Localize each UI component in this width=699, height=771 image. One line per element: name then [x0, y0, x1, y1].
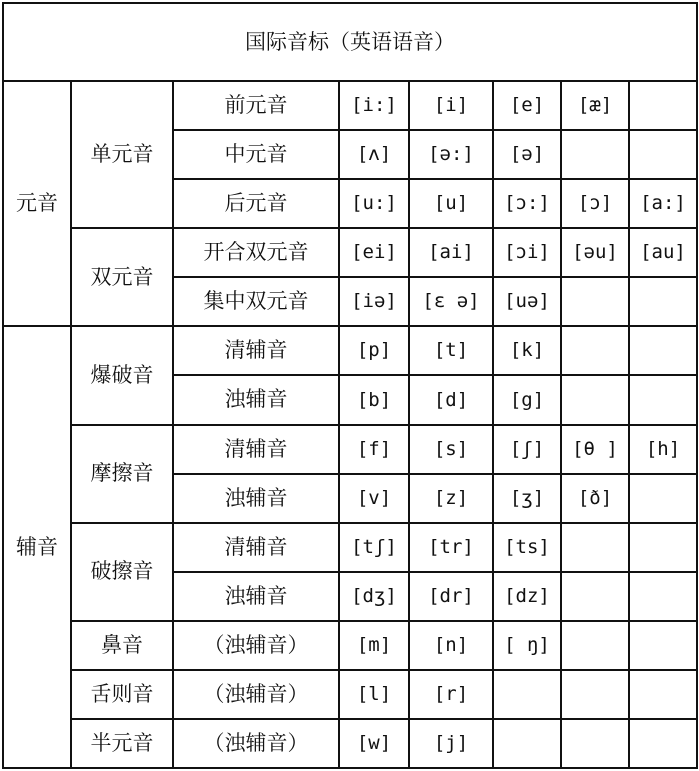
row-label: 清辅音: [173, 425, 339, 474]
group-nasals: 鼻音: [71, 621, 173, 670]
group-monophthongs: 单元音: [71, 81, 173, 228]
ipa-symbol: [s]: [409, 425, 493, 474]
ipa-symbol: [a:]: [629, 179, 697, 228]
ipa-symbol: [493, 670, 561, 719]
ipa-symbol: [493, 719, 561, 768]
ipa-symbol: [629, 474, 697, 523]
ipa-symbol: [t]: [409, 326, 493, 375]
row-label: 浊辅音: [173, 474, 339, 523]
ipa-symbol: [ɔ:]: [493, 179, 561, 228]
ipa-symbol: [561, 375, 629, 424]
row-label: 后元音: [173, 179, 339, 228]
ipa-symbol: [n]: [409, 621, 493, 670]
table-row: [3, 670, 697, 719]
table-row: [3, 719, 697, 768]
ipa-symbol: [ɔi]: [493, 228, 561, 277]
ipa-symbol: [e]: [493, 81, 561, 130]
ipa-symbol: [dr]: [409, 572, 493, 621]
ipa-symbol: [l]: [339, 670, 409, 719]
group-laterals: 舌则音: [71, 670, 173, 719]
ipa-symbol: [629, 130, 697, 179]
table-row: [3, 425, 697, 474]
table-row: [3, 621, 697, 670]
ipa-symbol: [ð]: [561, 474, 629, 523]
ipa-symbol: [561, 572, 629, 621]
ipa-symbol: [θ ]: [561, 425, 629, 474]
ipa-symbol: [j]: [409, 719, 493, 768]
ipa-symbol: [au]: [629, 228, 697, 277]
ipa-symbol: [tr]: [409, 523, 493, 572]
ipa-symbol: [629, 375, 697, 424]
ipa-symbol: [əu]: [561, 228, 629, 277]
ipa-symbol: [561, 326, 629, 375]
ipa-symbol: [p]: [339, 326, 409, 375]
group-plosives: 爆破音: [71, 326, 173, 424]
ipa-symbol: [w]: [339, 719, 409, 768]
row-label: 清辅音: [173, 326, 339, 375]
row-label: 中元音: [173, 130, 339, 179]
row-label: （浊辅音）: [173, 719, 339, 768]
table-row: [3, 523, 697, 572]
ipa-symbol: [561, 621, 629, 670]
ipa-symbol: [ə]: [493, 130, 561, 179]
group-diphthongs: 双元音: [71, 228, 173, 326]
ipa-symbol: [dz]: [493, 572, 561, 621]
ipa-symbol: [r]: [409, 670, 493, 719]
ipa-symbol: [dʒ]: [339, 572, 409, 621]
ipa-symbol: [ei]: [339, 228, 409, 277]
ipa-symbol: [u]: [409, 179, 493, 228]
ipa-symbol: [ʒ]: [493, 474, 561, 523]
row-label: 清辅音: [173, 523, 339, 572]
ipa-symbol: [f]: [339, 425, 409, 474]
ipa-symbol: [629, 621, 697, 670]
ipa-symbol: [z]: [409, 474, 493, 523]
row-label: 浊辅音: [173, 375, 339, 424]
ipa-symbol: [629, 277, 697, 326]
ipa-symbol: [629, 670, 697, 719]
row-label: （浊辅音）: [173, 670, 339, 719]
ipa-symbol: [ə:]: [409, 130, 493, 179]
ipa-symbol: [ts]: [493, 523, 561, 572]
row-label: 开合双元音: [173, 228, 339, 277]
row-label: 浊辅音: [173, 572, 339, 621]
ipa-symbol: [v]: [339, 474, 409, 523]
ipa-chart-table: [2, 2, 698, 769]
ipa-symbol: [h]: [629, 425, 697, 474]
ipa-symbol: [ʃ]: [493, 425, 561, 474]
ipa-symbol: [629, 572, 697, 621]
ipa-symbol: [g]: [493, 375, 561, 424]
ipa-symbol: [629, 523, 697, 572]
table-row: [3, 326, 697, 375]
group-affricates: 破擦音: [71, 523, 173, 621]
row-label: 前元音: [173, 81, 339, 130]
table-row: [3, 81, 697, 130]
ipa-symbol: [æ]: [561, 81, 629, 130]
ipa-symbol: [tʃ]: [339, 523, 409, 572]
ipa-symbol: [i]: [409, 81, 493, 130]
group-fricatives: 摩擦音: [71, 425, 173, 523]
ipa-symbol: [uə]: [493, 277, 561, 326]
ipa-symbol: [ ŋ]: [493, 621, 561, 670]
row-label: 集中双元音: [173, 277, 339, 326]
chart-title: 国际音标（英语语音）: [3, 3, 697, 81]
group-semivowels: 半元音: [71, 719, 173, 768]
ipa-symbol: [629, 326, 697, 375]
ipa-symbol: [u:]: [339, 179, 409, 228]
ipa-symbol: [k]: [493, 326, 561, 375]
ipa-symbol: [d]: [409, 375, 493, 424]
ipa-symbol: [561, 670, 629, 719]
ipa-symbol: [ʌ]: [339, 130, 409, 179]
ipa-symbol: [561, 523, 629, 572]
category-consonants: 辅音: [3, 326, 71, 768]
ipa-symbol: [561, 277, 629, 326]
ipa-symbol: [b]: [339, 375, 409, 424]
ipa-symbol: [iə]: [339, 277, 409, 326]
ipa-symbol: [i:]: [339, 81, 409, 130]
ipa-symbol: [ai]: [409, 228, 493, 277]
ipa-symbol: [561, 719, 629, 768]
ipa-symbol: [629, 81, 697, 130]
category-vowels: 元音: [3, 81, 71, 326]
ipa-symbol: [629, 719, 697, 768]
ipa-symbol: [ɛ ə]: [409, 277, 493, 326]
ipa-symbol: [ɔ]: [561, 179, 629, 228]
row-label: （浊辅音）: [173, 621, 339, 670]
ipa-symbol: [561, 130, 629, 179]
table-row: [3, 228, 697, 277]
ipa-symbol: [m]: [339, 621, 409, 670]
